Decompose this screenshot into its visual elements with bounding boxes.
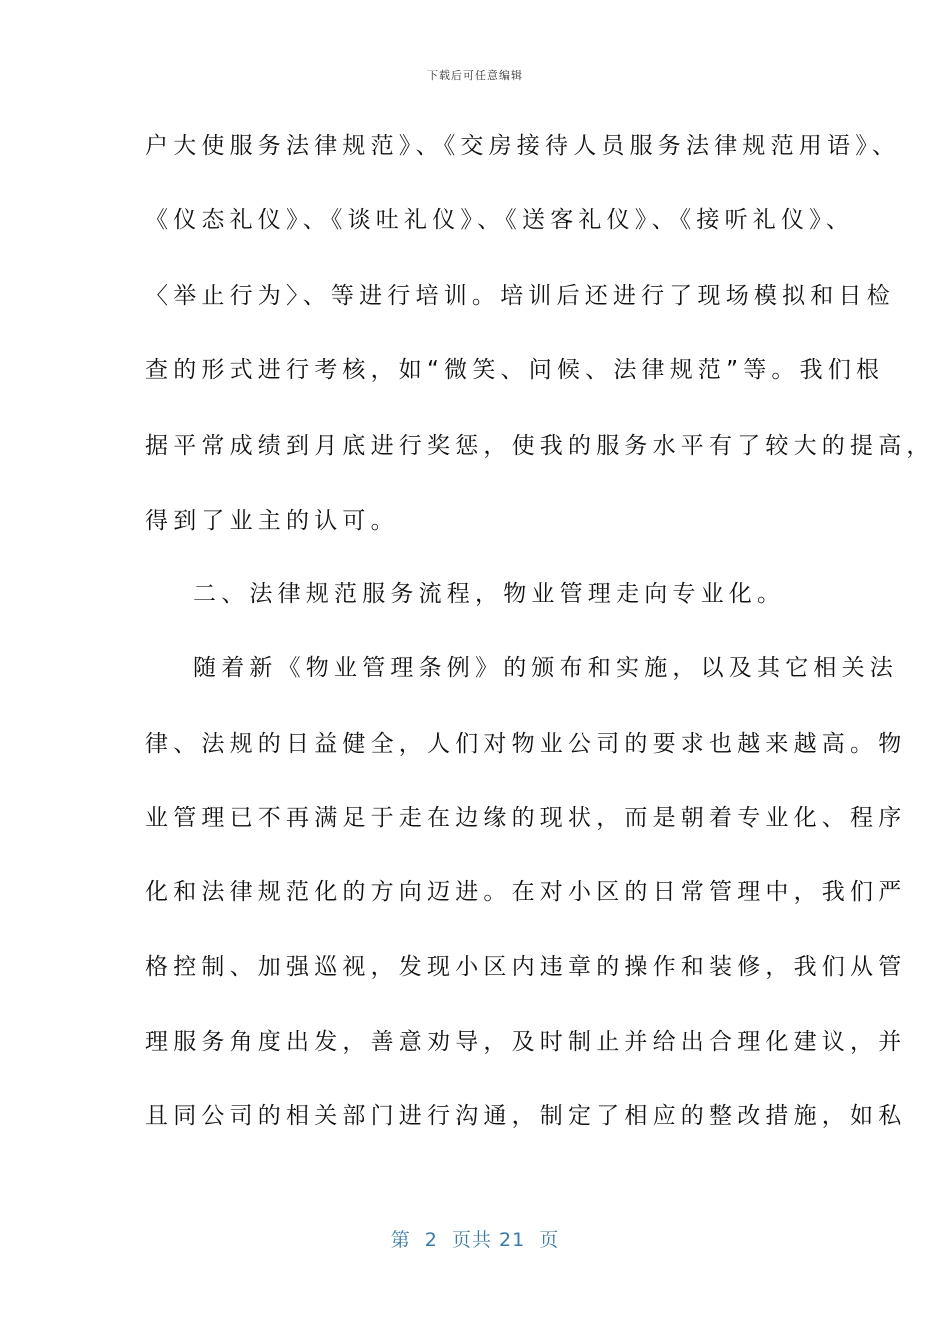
body-line-6: 得到了业主的认可。 [145, 508, 399, 534]
body-line-1: 户大使服务法律规范》、《交房接待人员服务法律规范用语》、 [145, 133, 901, 159]
header-note: 下载后可任意编辑 [427, 69, 523, 82]
body-line-10: 业管理已不再满足于走在边缘的现状，而是朝着专业化、程序 [145, 805, 907, 831]
body-line-4: 查的形式进行考核，如“微笑、问候、法律规范”等。我们根 [145, 357, 885, 383]
body-line-11: 化和法律规范化的方向迈进。在对小区的日常管理中，我们严 [145, 879, 907, 905]
section-heading: 二、法律规范服务流程，物业管理走向专业化。 [193, 581, 786, 607]
body-line-9: 律、法规的日益健全，人们对物业公司的要求也越来越高。物 [145, 731, 907, 757]
body-line-2: 《仪态礼仪》、《谈吐礼仪》、《送客礼仪》、《接听礼仪》、 [145, 207, 855, 233]
body-line-3: 〈举止行为〉、等进行培训。培训后还进行了现场模拟和日检 [145, 283, 895, 309]
body-line-13: 理服务角度出发，善意劝导，及时制止并给出合理化建议，并 [145, 1029, 907, 1055]
page-number-footer: 第 2 页共 21 页 [390, 1229, 560, 1251]
body-line-8: 随着新《物业管理条例》的颁布和实施，以及其它相关法 [193, 655, 898, 681]
body-line-14: 且同公司的相关部门进行沟通，制定了相应的整改措施，如私 [145, 1103, 907, 1129]
body-line-12: 格控制、加强巡视，发现小区内违章的操作和装修，我们从管 [145, 954, 907, 980]
body-line-5: 据平常成绩到月底进行奖惩，使我的服务水平有了较大的提高， [145, 433, 935, 459]
